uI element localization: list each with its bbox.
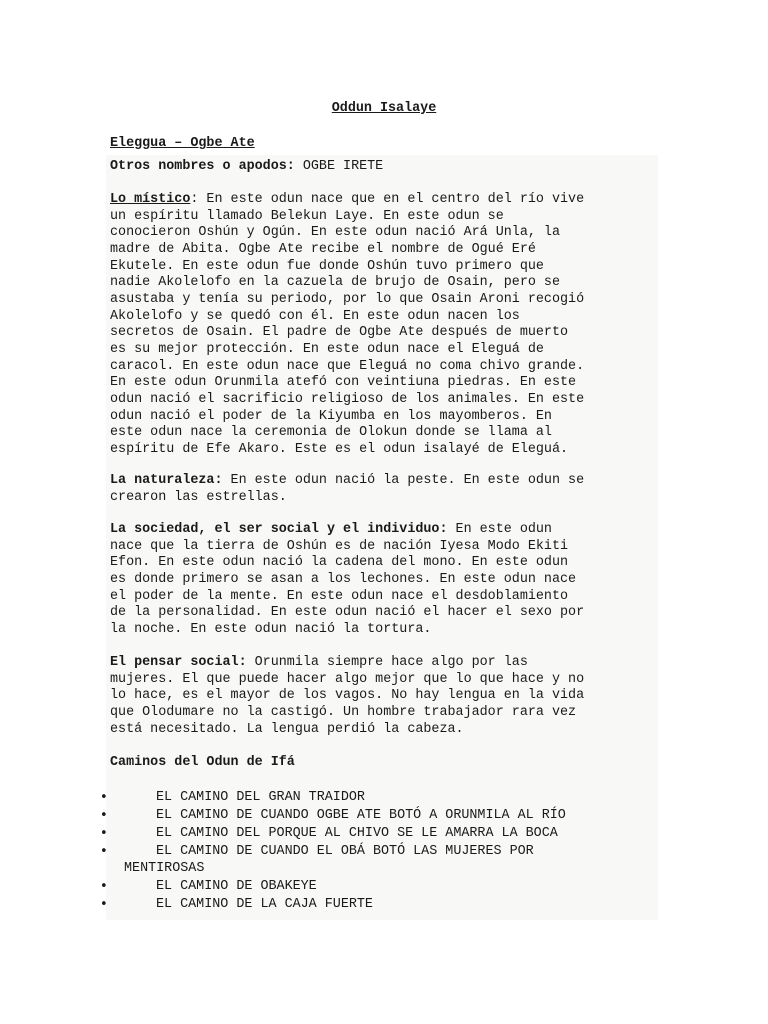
pensar-paragraph xyxy=(110,655,658,738)
naturaleza-paragraph xyxy=(110,473,658,506)
list-item xyxy=(0,790,700,807)
naturaleza-line: crearon las estrellas. xyxy=(110,489,287,505)
pensar-line: está necesitado. La lengua perdió la cabeza. xyxy=(110,721,464,737)
section-heading: Eleggua – Ogbe Ate xyxy=(110,136,255,151)
camino-text: EL CAMINO DEL PORQUE AL CHIVO SE LE AMARRA LA BOCA xyxy=(156,826,558,841)
sociedad-line: la noche. En este odun nació la tortura. xyxy=(110,621,432,637)
mistico-line: un espíritu llamado Belekun Laye. En este odun se xyxy=(110,208,504,224)
mistico-line: Akolelofo y se quedó con él. En este odun nacen los xyxy=(110,308,520,324)
sociedad-line: nace que la tierra de Oshún es de nación Iyesa Modo Ekiti xyxy=(110,538,569,554)
mistico-line: En este odun Orunmila atefó con veintiuna piedras. En este xyxy=(110,375,577,391)
bullet-icon: • xyxy=(100,826,108,841)
otros-nombres-line xyxy=(110,159,658,176)
mistico-line: espíritu de Efe Akaro. Este es el odun isalayé de Eleguá. xyxy=(110,441,569,457)
list-item xyxy=(0,897,700,914)
otros-nombres-label: Otros nombres o apodos: xyxy=(110,159,295,174)
bullet-icon: • xyxy=(100,878,108,894)
naturaleza-label: La naturaleza: xyxy=(110,473,223,488)
naturaleza-line: En este odun nació la peste. En este odun se xyxy=(222,473,585,488)
mistico-line: secretos de Osain. El padre de Ogbe Ate después de muerto xyxy=(110,325,569,341)
mistico-line: es su mejor protección. En este odun nace el Eleguá de xyxy=(110,341,544,357)
mistico-label: Lo místico xyxy=(110,192,191,207)
mistico-line: odun nació el sacrificio religioso de los animales. En este xyxy=(110,391,585,407)
camino-text: EL CAMINO DE CUANDO OGBE ATE BOTÓ A ORUNMILA AL RÍO xyxy=(156,808,566,823)
pensar-line: mujeres. El que puede hacer algo mejor que lo que hace y no xyxy=(110,671,585,687)
sociedad-line: En este odun xyxy=(447,522,552,537)
sociedad-line: es donde primero se asan a los lechones. En este odun nace xyxy=(110,571,577,587)
mistico-line: Ekutele. En este odun fue donde Oshún tuvo primero que xyxy=(110,258,544,274)
otros-nombres-value: OGBE IRETE xyxy=(294,159,384,174)
mistico-line: este odun nace la ceremonia de Olokun donde se llama al xyxy=(110,425,552,441)
bullet-icon: • xyxy=(100,808,108,823)
sociedad-line: el poder de la mente. En este odun nace el desdoblamiento xyxy=(110,588,569,604)
mistico-line: odun nació el poder de la Kiyumba en los mayomberos. En xyxy=(110,408,552,424)
bullet-icon: • xyxy=(100,790,108,805)
sociedad-line: Efon. En este odun nació la cadena del mono. En este odun xyxy=(110,555,569,571)
camino-text: EL CAMINO DE LA CAJA FUERTE xyxy=(156,896,373,912)
pensar-line: Orunmila siempre hace algo por las xyxy=(246,655,528,670)
pensar-label: El pensar social: xyxy=(110,655,247,670)
sociedad-paragraph xyxy=(110,522,658,639)
camino-text: EL CAMINO DE CUANDO EL OBÁ BOTÓ LAS MUJERES POR xyxy=(156,844,534,859)
mistico-line: madre de Abita. Ogbe Ate recibe el nombre de Ogué Eré xyxy=(110,241,536,257)
bullet-icon: • xyxy=(100,844,108,859)
camino-text: EL CAMINO DE OBAKEYE xyxy=(156,878,317,894)
sociedad-line: de la personalidad. En este odun nació el hacer el sexo por xyxy=(110,605,585,621)
sociedad-label: La sociedad, el ser social y el individuo: xyxy=(110,522,448,537)
list-item xyxy=(0,808,700,825)
list-item xyxy=(0,844,700,877)
page-title: Oddun Isalaye xyxy=(331,101,437,116)
mistico-line: conocieron Oshún y Ogún. En este odun nació Ará Unla, la xyxy=(110,225,560,241)
pensar-line: que Olodumare no la castigó. Un hombre trabajador rara vez xyxy=(110,704,577,720)
mistico-line: asustaba y tenía su periodo, por lo que Osain Aroni recogió xyxy=(110,291,585,307)
caminos-list xyxy=(0,790,700,915)
mistico-paragraph xyxy=(110,192,658,459)
mistico-line: nadie Akolelofo en la cazuela de brujo de Osain, pero se xyxy=(110,275,560,291)
camino-text: EL CAMINO DEL GRAN TRAIDOR xyxy=(156,790,365,805)
bullet-icon: • xyxy=(100,896,108,912)
list-item xyxy=(0,826,700,843)
list-item xyxy=(0,879,700,896)
camino-text-continuation: MENTIROSAS xyxy=(124,860,205,876)
pensar-line: lo hace, es el mayor de los vagos. No hay lengua en la vida xyxy=(110,688,585,704)
mistico-line: caracol. En este odun nace que Eleguá no coma chivo grande. xyxy=(110,358,585,374)
mistico-line: : En este odun nace que en el centro del río vive xyxy=(190,192,585,207)
caminos-heading: Caminos del Odun de Ifá xyxy=(110,755,295,770)
